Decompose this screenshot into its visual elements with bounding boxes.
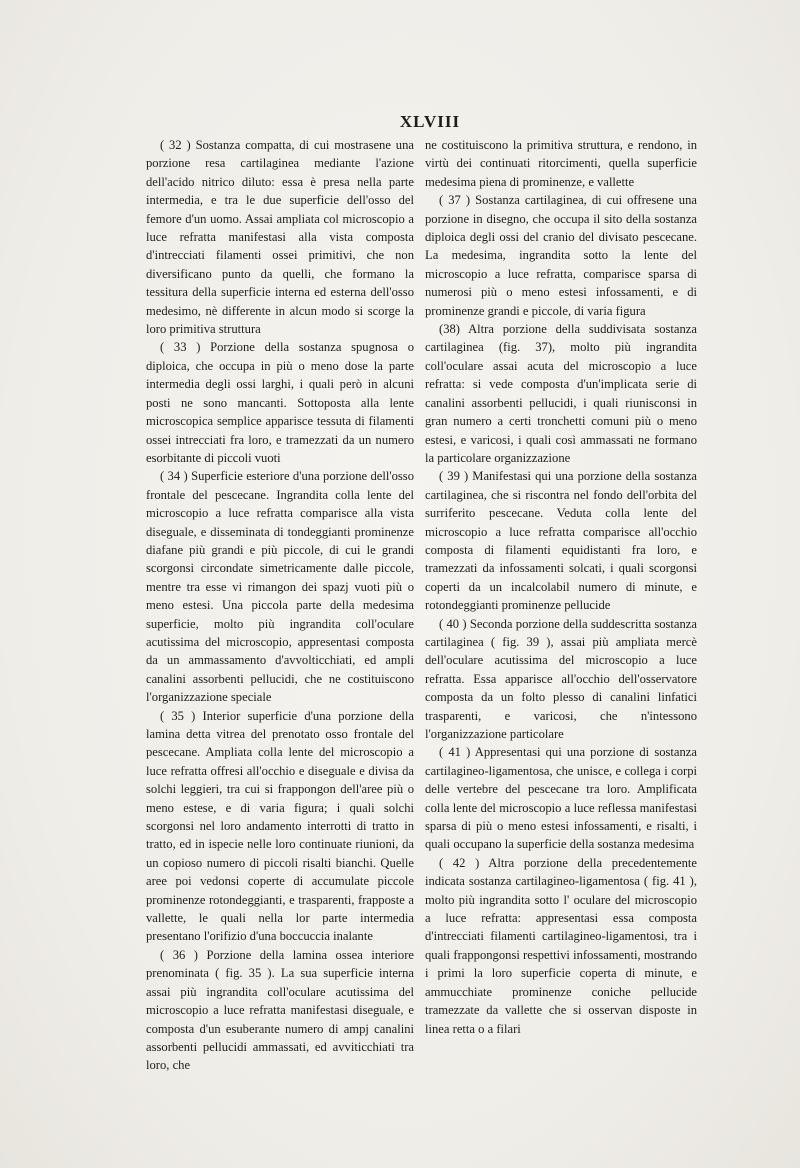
paragraph-40: ( 40 ) Seconda porzione della suddescritta sostanza cartilaginea ( fig. 39 ), assai più ampliata mercè dell'oculare acutissima del microscopio a luce refratta. Essa apparisce all'occhio dell'osservatore composta da un folto plesso di canalini linfatici trasparenti, e varicosi, che n'intessono l'organizzazione particolare <box>425 616 697 741</box>
paragraph-34: ( 34 ) Superficie esteriore d'una porzione dell'osso frontale del pescecane. Ingrandita colla lente del microscopio a luce refratta comparisce alla vista diseguale, e disseminata di tondeggianti prominenze diafane più grandi e più piccole, di cui le grandi scorgonsi circondate simetricamente dalle piccole, mentre tra esse vi rimangon dei spazj vuoti più o meno estesi. Una piccola parte della medesima superficie, molto più ingrandita coll'oculare acutissima del microscopio, appresentasi composta da un ammassamento d'avvolticchiati, ed ampli canalini assorbenti pellucidi, che ne costituiscono l'organizzazione speciale <box>146 469 414 705</box>
paragraph-36: ( 36 ) Porzione della lamina ossea interiore prenominata ( fig. 35 ). La sua superficie interna assai più ingrandita coll'oculare acutissima del microscopio a luce refratta manifestasi diseguale, e composta d'un esuberante numero di ampj canalini assorbenti pellucidi ammassati, ed avviticchiati tra loro, che <box>146 947 414 1073</box>
paragraph-33: ( 33 ) Porzione della sostanza spugnosa o diploica, che occupa in più o meno dose la parte intermedia degli ossi larghi, i quali però in alcuni posti ne sono mancanti. Sottoposta alla lente microscopica semplice apparisce tessuta di filamenti ossei intrecciati fra loro, e tramezzati da un numero esorbitante di piccoli vuoti <box>146 340 414 465</box>
paragraph-42: ( 42 ) Altra porzione della precedentemente indicata sostanza cartilagineo-ligamentosa ( fig. 41 ), molto più ingrandita sotto l' oculare del microscopio a luce refratta: appresentasi essa composta d'intrecciati filamenti cartilagineo-ligamentosi, tra i quali frappongonsi respettivi infossamenti, mostrando i primi la loro superficie coperta di minute, e ammucchiate prominenze coniche pellucide tramezzate da vallette che si osservan disposte in linea retta o a filari <box>425 855 697 1036</box>
paragraph-37: ( 37 ) Sostanza cartilaginea, di cui offresene una porzione in disegno, che occupa il sito della sostanza diploica degli ossi del cranio del divisato pescecane. La medesima, ingrandita sotto la lente del microscopio a luce refratta, comparisce sparsa di numerosi più o meno estesi infossamenti, e di prominenze grandi e piccole, di varia figura <box>425 193 697 318</box>
paragraph-36-continued: ne costituiscono la primitiva struttura, e rendono, in virtù dei continuati ritorcimenti, quella superficie medesima piena di prominenze, e vallette <box>425 138 697 189</box>
right-column <box>425 136 697 1038</box>
paragraph-39: ( 39 ) Manifestasi qui una porzione della sostanza cartilaginea, che si riscontra nel fondo dell'orbita del surriferito pescecane. Veduta colla lente del microscopio a luce refratta comparisce all'occhio composta di filamenti equidistanti fra loro, e tramezzati da infossamenti solcati, i quali scorgonsi coperti da un incalcolabil numero di minute, e rotondeggianti prominenze pellucide <box>425 469 697 613</box>
paragraph-32: ( 32 ) Sostanza compatta, di cui mostrasene una porzione resa cartilaginea mediante l'azione dell'acido nitrico diluto: essa è presa nella parte intermedia, e tra le due superficie dell'osso del femore d'un uomo. Assai ampliata col microscopio a luce refratta manifestasi alla vista composta d'intrecciati filamenti ossei primitivi, che non diversificano punto da quelli, che formano la tessitura della superficie interna ed esterna dell'osso medesimo, nè differente in alcun modo si scorge la loro primitiva struttura <box>146 138 414 337</box>
left-column <box>146 136 414 1075</box>
page-number: XLVIII <box>399 112 461 131</box>
paragraph-41: ( 41 ) Appresentasi qui una porzione di sostanza cartilagineo-ligamentosa, che unisce, e collega i corpi delle vertebre del pescecane tra loro. Amplificata colla lente del microscopio a luce reflessa manifestasi sparsa di più o meno estesi infossamenti, e risalti, i quali occupano la superficie della sostanza medesima <box>425 745 697 852</box>
paragraph-38: (38) Altra porzione della suddivisata sostanza cartilaginea (fig. 37), molto più ingrandita coll'oculare assai acuta del microscopio a luce refratta: si vede composta d'un'implicata serie di canalini assorbenti pellucidi, i quali riunisconsi in gran numero a certi tronchetti comuni più o meno estesi, e varicosi, i quali così ammassati ne formano la particolare organizzazione <box>425 322 697 465</box>
paragraph-35: ( 35 ) Interior superficie d'una porzione della lamina detta vitrea del prenotato osso frontale del pescecane. Ampliata colla lente del microscopio a luce refratta offresi all'occhio e diseguale e divisa da solchi leggieri, tra cui si frappongon dell'aree più o meno estese, e di varia figura; i quali solchi scorgonsi nel loro andamento interrotti di tratto in tratto, ed in ispecie nelle loro continuate riunioni, da un copioso numero di piccoli risalti bianchi. Quelle aree poi vedonsi coperte di accumulate piccole prominenze rotondeggianti, e trasparenti, frapposte a vallette, le quali nella lor parte intermedia presentano l'orifizio d'una boccuccia inalante <box>146 708 414 944</box>
